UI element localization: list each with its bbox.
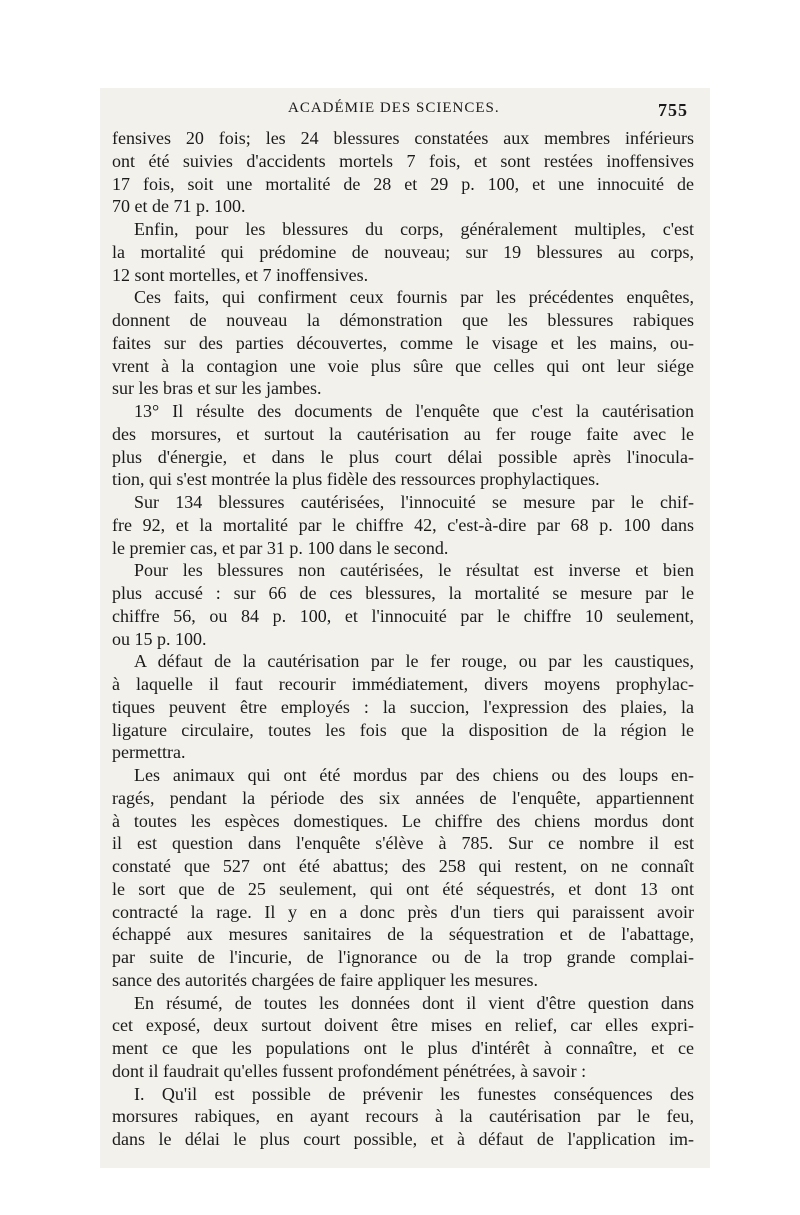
text-line: 12 sont mortelles, et 7 inoffensives. <box>112 264 369 285</box>
text-line: donnent de nouveau la démonstration que les blessures rabiques <box>112 310 694 330</box>
text-line: ment ce que les populations ont le plus d'intérêt à connaître, et ce <box>112 1038 694 1058</box>
text-line: plus accusé : sur 66 de ces blessures, la mortalité se mesure par le <box>112 583 694 603</box>
text-line: la mortalité qui prédomine de nouveau; sur 19 blessures au corps, <box>112 241 694 262</box>
text-line: à toutes les espèces domestiques. Le chiffre des chiens mordus dont <box>112 810 694 831</box>
text-line: tiques peuvent être employés : la succion, l'expression des plaies, la <box>112 696 694 717</box>
page-header <box>108 100 688 124</box>
text-line: 70 et de 71 p. 100. <box>112 196 246 217</box>
text-line: dans le délai le plus court possible, et à défaut de l'application im- <box>112 1129 694 1149</box>
text-line: Sur 134 blessures cautérisées, l'innocuité se mesure par le chif- <box>134 492 694 512</box>
text-line: chiffre 56, ou 84 p. 100, et l'innocuité par le chiffre 10 seulement, <box>112 605 694 626</box>
text-line: sur les bras et sur les jambes. <box>112 378 322 399</box>
text-line: échappé aux mesures sanitaires de la séquestration et de l'abattage, <box>112 924 694 945</box>
text-line: Pour les blessures non cautérisées, le résultat est inverse et bien <box>134 560 694 581</box>
text-line: ragés, pendant la période des six années de l'enquête, appartiennent <box>112 787 694 808</box>
text-line: ou 15 p. 100. <box>112 628 207 649</box>
text-line: il est question dans l'enquête s'élève à 785. Sur ce nombre il est <box>112 833 694 854</box>
text-line: ont été suivies d'accidents mortels 7 fois, et sont restées inoffensives <box>112 150 694 171</box>
text-line: le sort que de 25 seulement, qui ont été séquestrés, et dont 13 ont <box>112 878 694 899</box>
text-line: plus d'énergie, et dans le plus court délai possible après l'inocula- <box>112 446 694 467</box>
text-line: le premier cas, et par 31 p. 100 dans le second. <box>112 537 449 558</box>
running-title: ACADÉMIE DES SCIENCES. <box>288 100 500 116</box>
page-number: 755 <box>658 100 688 120</box>
text-line: ligature circulaire, toutes les fois que la disposition de la région le <box>112 719 694 740</box>
text-line: Les animaux qui ont été mordus par des chiens ou des loups en- <box>134 765 694 785</box>
text-line: sance des autorités chargées de faire appliquer les mesures. <box>112 969 538 990</box>
text-line: Enfin, pour les blessures du corps, généralement multiples, c'est <box>134 219 694 239</box>
body-text <box>112 127 694 1151</box>
text-line: I. Qu'il est possible de prévenir les funestes conséquences des <box>134 1083 694 1104</box>
text-line: En résumé, de toutes les données dont il vient d'être question dans <box>134 992 694 1013</box>
text-line: permettra. <box>112 742 186 763</box>
text-line: faites sur des parties découvertes, comme le visage et les mains, ou- <box>112 332 694 353</box>
text-line: à laquelle il faut recourir immédiatement, divers moyens prophylac- <box>112 674 694 694</box>
text-line: tion, qui s'est montrée la plus fidèle des ressources prophylactiques. <box>112 469 600 490</box>
text-line: morsures rabiques, en ayant recours à la cautérisation par le feu, <box>112 1106 694 1127</box>
text-line: des morsures, et surtout la cautérisation au fer rouge faite avec le <box>112 423 694 444</box>
text-line: par suite de l'incurie, de l'ignorance ou de la trop grande complai- <box>112 947 694 967</box>
text-line: cet exposé, deux surtout doivent être mises en relief, car elles expri- <box>112 1015 694 1036</box>
text-line: 17 fois, soit une mortalité de 28 et 29 p. 100, et une innocuité de <box>112 173 694 194</box>
text-line: fensives 20 fois; les 24 blessures constatées aux membres inférieurs <box>112 128 694 148</box>
text-line: 13° Il résulte des documents de l'enquête que c'est la cautérisation <box>134 401 694 421</box>
text-line: fre 92, et la mortalité par le chiffre 42, c'est-à-dire par 68 p. 100 dans <box>112 514 694 535</box>
text-line: constaté que 527 ont été abattus; des 258 qui restent, on ne connaît <box>112 856 694 876</box>
text-line: Ces faits, qui confirment ceux fournis par les précédentes enquêtes, <box>134 287 694 308</box>
text-line: dont il faudrait qu'elles fussent profondément pénétrées, à savoir : <box>112 1060 587 1081</box>
text-line: A défaut de la cautérisation par le fer rouge, ou par les caustiques, <box>134 651 694 672</box>
text-line: contracté la rage. Il y en a donc près d'un tiers qui paraissent avoir <box>112 901 694 922</box>
text-line: vrent à la contagion une voie plus sûre que celles qui ont leur siége <box>112 355 694 376</box>
